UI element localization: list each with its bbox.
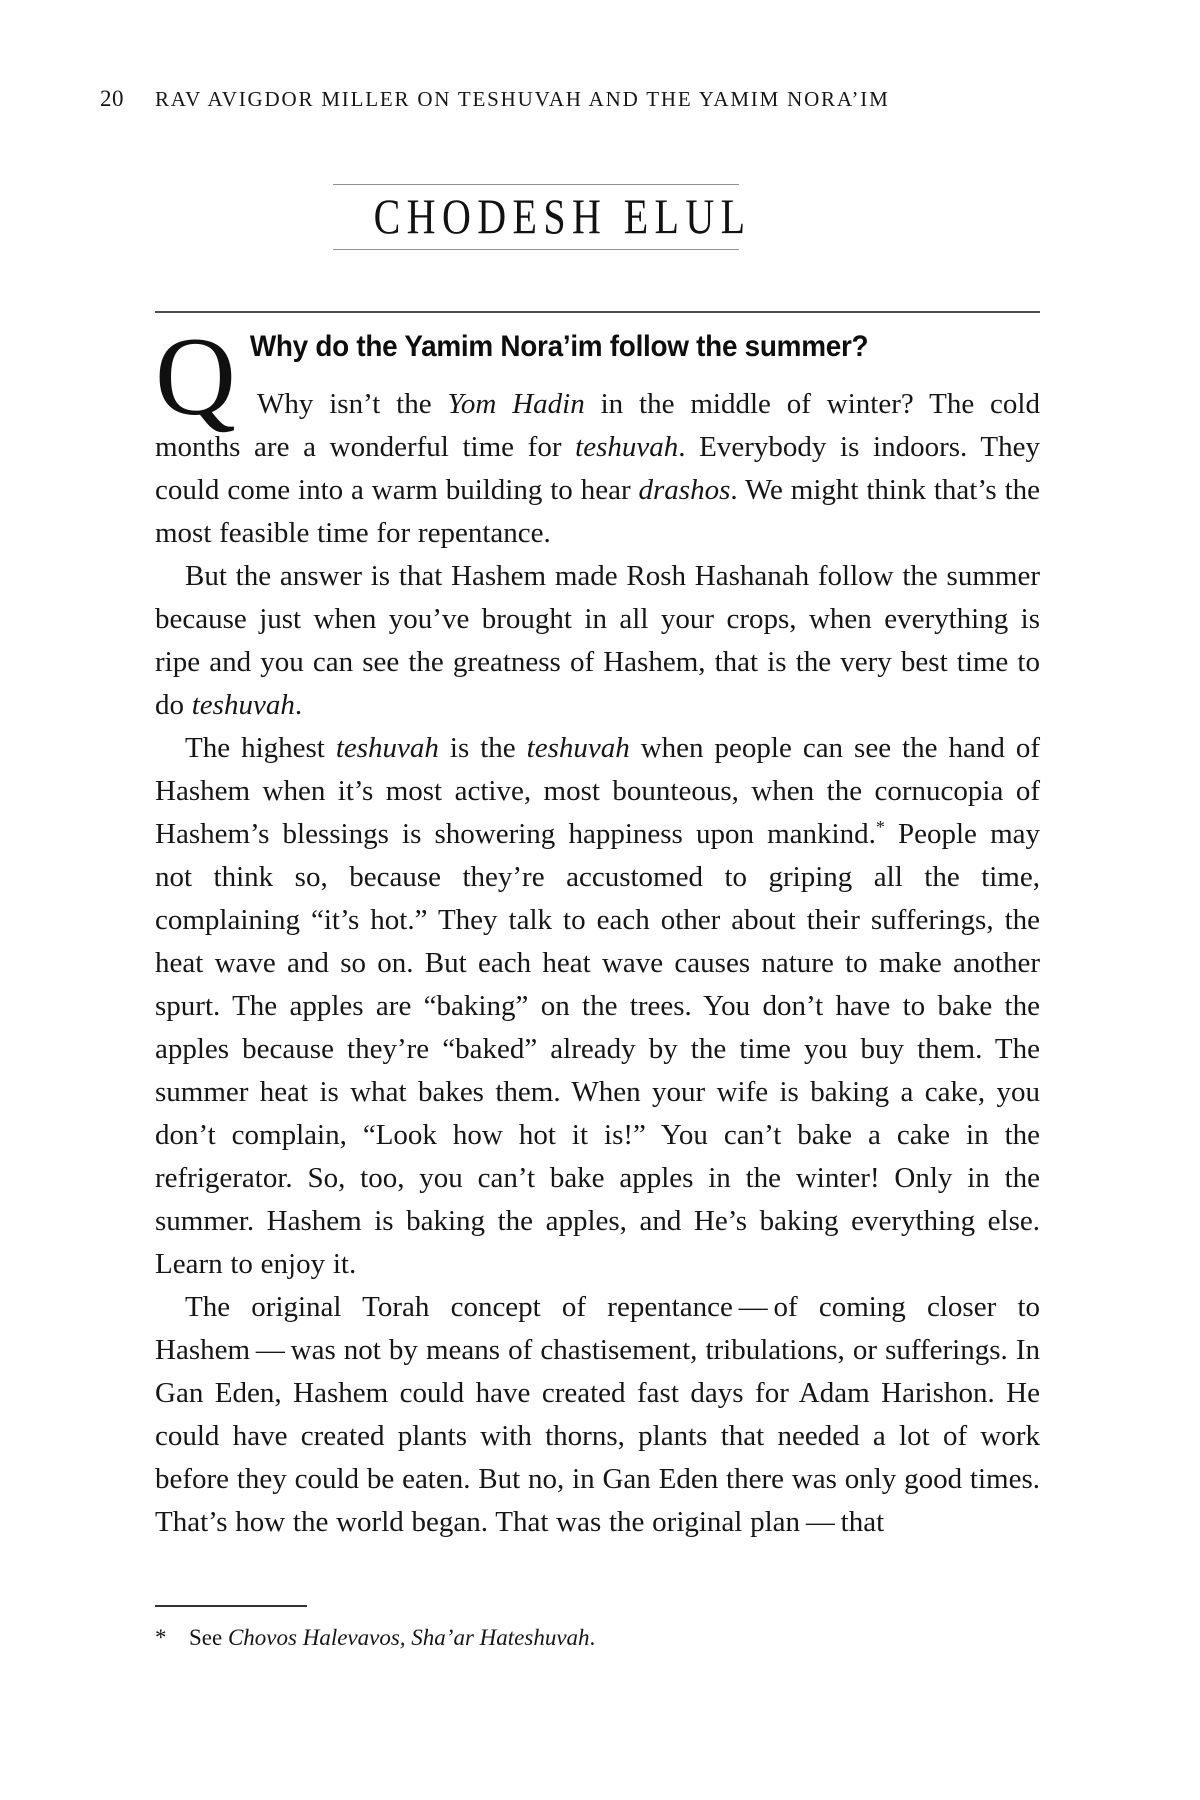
paragraph: The original Torah concept of repentance — of coming closer to Hashem — was not by means of chastisement, tribulations, or sufferings. In Gan Eden, Hashem could have created fast days for Adam Harishon. He could have created plants with thorns, plants that needed a lot of work before they could be eaten. But no, in Gan Eden there was only good times. That’s how the world began. That was the original plan — that bbox=[155, 1291, 1040, 1538]
footnote bbox=[155, 1623, 1040, 1653]
chapter-title-block bbox=[333, 184, 752, 250]
footnote-ref: * bbox=[875, 817, 885, 838]
running-header-title: RAV AVIGDOR MILLER ON TESHUVAH AND THE YAMIM NORA’IM bbox=[155, 87, 890, 111]
footnote-rule bbox=[155, 1605, 307, 1607]
question-drop-cap: Q bbox=[155, 315, 236, 439]
body-paragraphs bbox=[155, 383, 1040, 1544]
footnote-block bbox=[155, 1605, 1040, 1653]
paragraph: Why isn’t the Yom Hadin in the middle of winter? The cold months are a wonderful time for teshuvah. Everybody is indoors. They could come into a warm building to hear drashos. We might think that’s the most feasible time for repentance. bbox=[155, 388, 1040, 549]
chapter-title: CHODESH ELUL bbox=[373, 188, 752, 244]
footnote-marker: * bbox=[155, 1625, 167, 1650]
running-header bbox=[100, 86, 1100, 112]
footnote-text: See Chovos Halevavos, Sha’ar Hateshuvah. bbox=[189, 1625, 596, 1650]
section-rule bbox=[155, 311, 1040, 313]
chapter-title-rule-bottom bbox=[333, 249, 739, 250]
paragraph: The highest teshuvah is the teshuvah when people can see the hand of Hashem when it’s most active, most bounteous, when the cornucopia of Hashem’s blessings is showering happiness upon mankind.* People may not think so, because they’re accustomed to griping all the time, complaining “it’s hot.” They talk to each other about their sufferings, the heat wave and so on. But each heat wave causes nature to make another spurt. The apples are “baking” on the trees. You don’t have to bake the apples because they’re “baked” already by the time you buy them. The summer heat is what bakes them. When your wife is baking a cake, you don’t complain, “Look how hot it is!” You can’t bake a cake in the refrigerator. So, too, you can’t bake apples in the winter! Only in the summer. Hashem is baking the apples, and He’s baking everything else. Learn to enjoy it. bbox=[155, 732, 1040, 1280]
page-number: 20 bbox=[100, 86, 124, 111]
question-heading: Why do the Yamim Nora’im follow the summer? bbox=[249, 330, 869, 363]
paragraph: But the answer is that Hashem made Rosh Hashanah follow the summer because just when you’ve brought in all your crops, when everything is ripe and you can see the greatness of Hashem, that is the very best time to do teshuvah. bbox=[155, 560, 1040, 721]
main-text-area bbox=[155, 311, 1040, 1544]
